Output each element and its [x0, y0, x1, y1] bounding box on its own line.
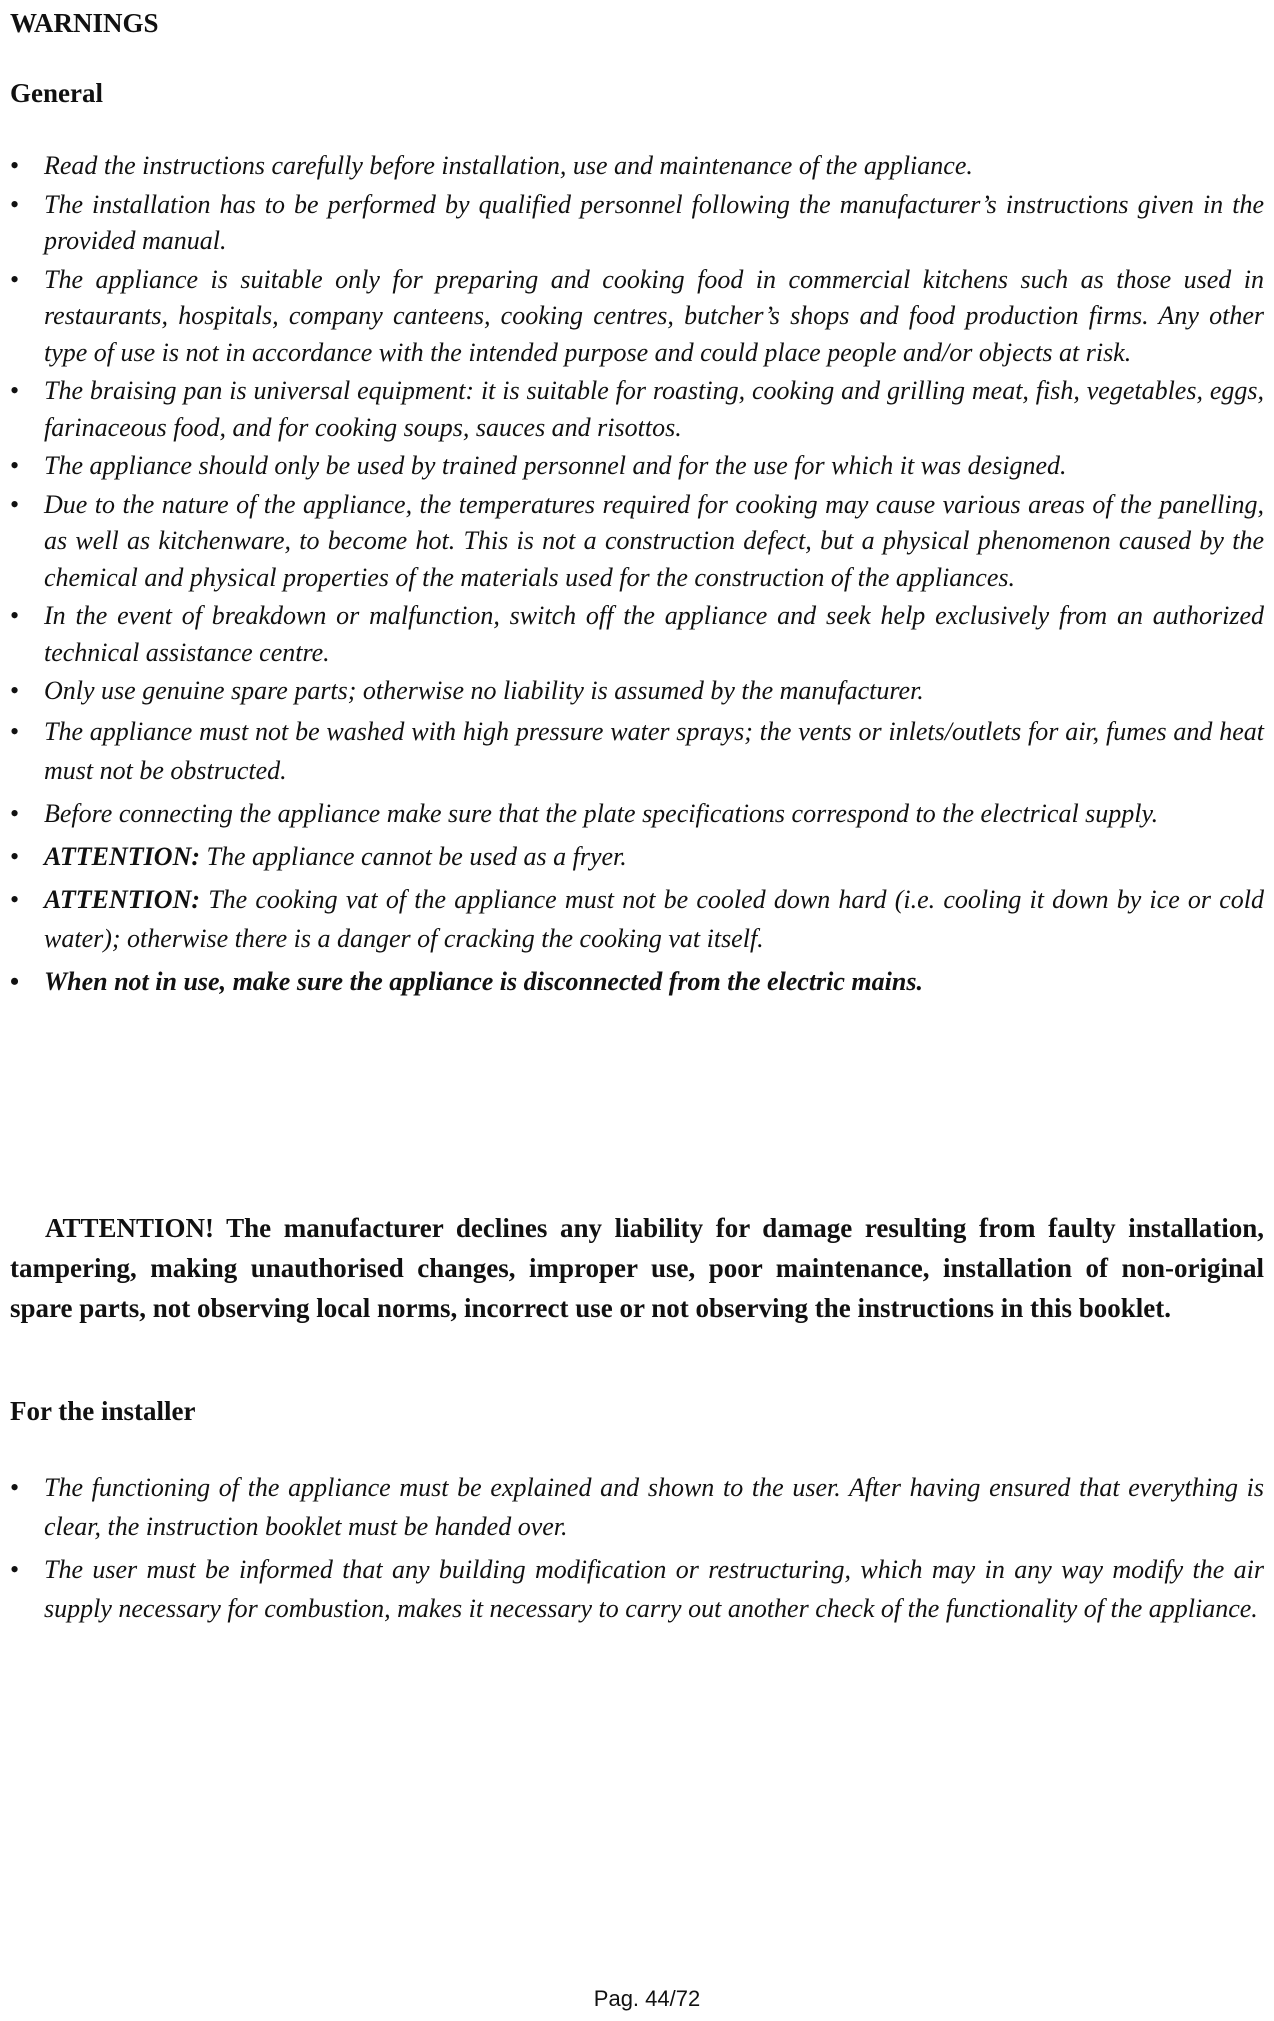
attention-list-item: • ATTENTION: The appliance cannot be used as a fryer. — [10, 837, 1264, 876]
bullet-icon: • — [10, 966, 20, 996]
list-item: • In the event of breakdown or malfunction, switch off the appliance and seek help exclusively from an authorized technical assistance centre. — [10, 598, 1264, 671]
attention-label: ATTENTION: — [44, 841, 200, 871]
bullet-icon: • — [10, 676, 20, 705]
list-item: • The installation has to be performed by qualified personnel following the manufacturer’s instructions given in the provided manual. — [10, 187, 1264, 260]
list-item: • The appliance should only be used by trained personnel and for the use for which it was designed. — [10, 448, 1264, 485]
bullet-icon: • — [10, 1473, 20, 1502]
list-item: • The appliance must not be washed with high pressure water sprays; the vents or inlets/outlets for air, fumes and heat must not be obstructed. — [10, 712, 1264, 790]
attention-list-item: • ATTENTION: The cooking vat of the appliance must not be cooled down hard (i.e. cooling it down by ice or cold water); otherwise there is a danger of cracking the cooking vat itself. — [10, 880, 1264, 958]
bullet-icon: • — [10, 841, 20, 871]
attention-label: ATTENTION: — [44, 884, 200, 914]
list-item: • Only use genuine spare parts; otherwise no liability is assumed by the manufacturer. — [10, 673, 1264, 710]
bullet-icon: • — [10, 376, 20, 405]
disconnect-warning-item: • When not in use, make sure the appliance is disconnected from the electric mains. — [10, 962, 1264, 1001]
bullet-icon: • — [10, 601, 20, 630]
list-item: • The user must be informed that any building modification or restructuring, which may in any way modify the air supply necessary for combustion, makes it necessary to carry out another check of the functionality of the appliance. — [10, 1550, 1264, 1628]
bullet-icon: • — [10, 489, 20, 519]
bullet-icon: • — [10, 798, 20, 828]
bullet-icon: • — [10, 189, 20, 219]
list-item: • Before connecting the appliance make sure that the plate specifications correspond to the electrical supply. — [10, 794, 1264, 833]
bullet-icon: • — [10, 151, 20, 180]
bullet-icon: • — [10, 264, 20, 294]
general-heading: General — [10, 78, 103, 108]
bullet-icon: • — [10, 884, 20, 914]
list-item: • The appliance is suitable only for preparing and cooking food in commercial kitchens such as those used in restaurants, hospitals, company canteens, cooking centres, butcher’s shops and food production firms. Any other type of use is not in accordance with the intended purpose and could place people and/or objects at risk. — [10, 262, 1264, 372]
bullet-icon: • — [10, 451, 20, 480]
list-item: • The functioning of the appliance must be explained and shown to the user. After having ensured that everything is clear, the instruction booklet must be handed over. — [10, 1468, 1264, 1546]
page-number: Pag. 44/72 — [593, 1986, 701, 2011]
bullet-icon: • — [10, 716, 20, 746]
list-item: • Due to the nature of the appliance, the temperatures required for cooking may cause various areas of the panelling, as well as kitchenware, to become hot. This is not a construction defect, but a physical phenomenon caused by the chemical and physical properties of the materials used for the construction of the appliances. — [10, 487, 1264, 597]
page-title: WARNINGS — [10, 8, 159, 38]
bullet-icon: • — [10, 1555, 20, 1584]
installer-list — [10, 1468, 1264, 1632]
list-item: • Read the instructions carefully before installation, use and maintenance of the appliance. — [10, 148, 1264, 185]
list-item: • The braising pan is universal equipment: it is suitable for roasting, cooking and grilling meat, fish, vegetables, eggs, farinaceous food, and for cooking soups, sauces and risottos. — [10, 373, 1264, 446]
liability-notice: ATTENTION! The manufacturer declines any liability for damage resulting from faulty installation, tampering, making unauthorised changes, improper use, poor maintenance, installation of non-original spare parts, not observing local norms, incorrect use or not observing the instructions in this booklet. — [10, 1213, 1264, 1323]
general-warnings-list — [10, 148, 1264, 1005]
installer-heading: For the installer — [10, 1396, 196, 1426]
